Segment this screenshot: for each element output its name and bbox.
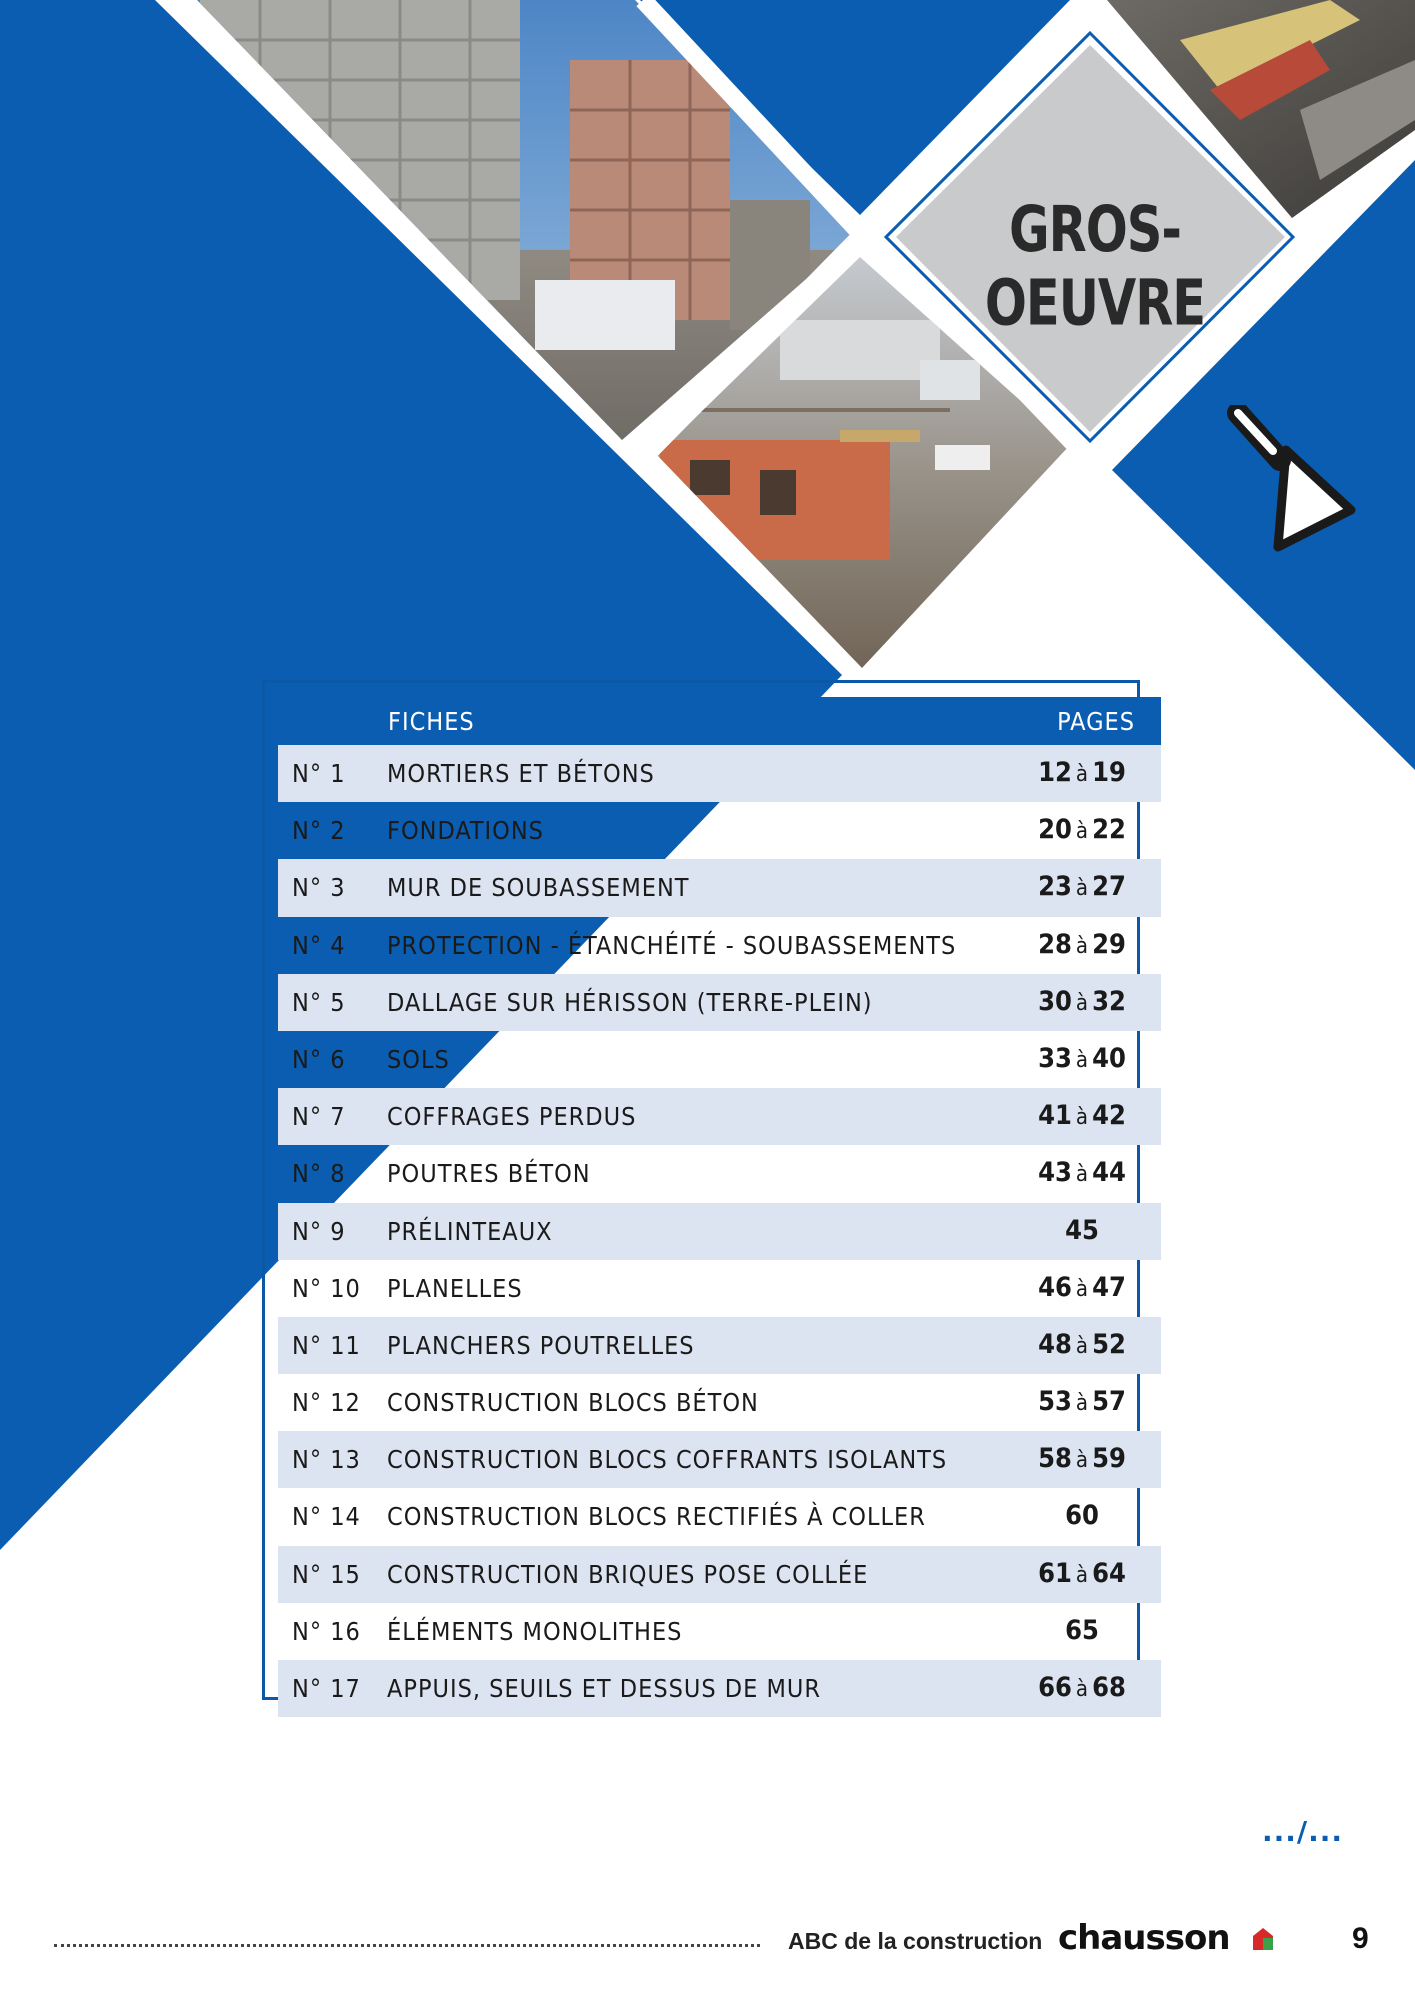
toc-row (278, 1660, 1161, 1717)
page-to: 42 (1092, 1100, 1126, 1132)
page-from: 46 (1038, 1271, 1072, 1303)
fiche-title: POUTRES BÉTON (387, 1159, 591, 1189)
page-range (1017, 757, 1147, 788)
page-range (1017, 1215, 1147, 1246)
fiche-title: PROTECTION - ÉTANCHÉITÉ - SOUBASSEMENTS (387, 930, 957, 960)
page-to: 29 (1092, 928, 1126, 960)
fiche-title: MUR DE SOUBASSEMENT (387, 873, 690, 903)
page-to: 22 (1092, 814, 1126, 846)
range-separator: à (1075, 762, 1089, 787)
fiche-title: CONSTRUCTION BLOCS BÉTON (387, 1388, 759, 1418)
page-range (1017, 1329, 1147, 1360)
column-header-fiches: FICHES (388, 707, 475, 736)
page-to: 57 (1092, 1386, 1126, 1418)
page-to: 19 (1092, 757, 1126, 788)
fiche-number: N° 2 (292, 816, 346, 846)
toc-row (278, 917, 1161, 974)
range-separator: à (1075, 1562, 1089, 1588)
page-range (1017, 1672, 1147, 1703)
fiche-title: CONSTRUCTION BLOCS RECTIFIÉS À COLLER (387, 1502, 926, 1532)
fiche-title: APPUIS, SEUILS ET DESSUS DE MUR (387, 1674, 821, 1703)
toc-row (278, 745, 1161, 802)
fiche-number: N° 9 (292, 1216, 346, 1246)
toc-row (278, 802, 1161, 859)
toc-header (278, 697, 1161, 745)
page-to: 40 (1092, 1042, 1126, 1074)
page-number: 9 (1352, 1922, 1369, 1955)
fiche-title: PLANELLES (387, 1273, 523, 1303)
range-separator: à (1075, 933, 1089, 959)
toc-row (278, 1088, 1161, 1145)
fiche-title: ÉLÉMENTS MONOLITHES (387, 1616, 683, 1646)
fiche-title: PRÉLINTEAUX (387, 1216, 553, 1246)
fiche-number: N° 11 (292, 1330, 361, 1360)
page-range (1017, 1386, 1147, 1417)
page-range (1017, 929, 1147, 960)
page-range (1017, 986, 1147, 1017)
page-from: 48 (1038, 1328, 1072, 1360)
page-to: 64 (1092, 1557, 1126, 1589)
toc-row (278, 1603, 1161, 1660)
fiche-title: DALLAGE SUR HÉRISSON (TERRE-PLEIN) (387, 987, 873, 1017)
page-range (1017, 871, 1147, 902)
page-single: 60 (1065, 1500, 1099, 1532)
page-from: 61 (1038, 1557, 1072, 1589)
page-to: 68 (1092, 1672, 1126, 1703)
fiche-title: PLANCHERS POUTRELLES (387, 1330, 695, 1360)
page-range (1017, 1500, 1147, 1531)
page-single: 45 (1065, 1214, 1099, 1246)
page-from: 30 (1038, 985, 1072, 1017)
toc-rows (278, 745, 1161, 1717)
range-separator: à (1075, 819, 1089, 845)
range-separator: à (1075, 1047, 1089, 1073)
range-separator: à (1075, 1391, 1089, 1417)
brand-logo: chausson (1058, 1918, 1230, 1958)
section-title: GROS-OEUVRE (984, 192, 1206, 340)
toc-row (278, 1546, 1161, 1603)
range-separator: à (1075, 990, 1089, 1016)
page-to: 32 (1092, 985, 1126, 1017)
fiche-number: N° 7 (292, 1102, 346, 1132)
range-separator: à (1075, 876, 1089, 902)
page-range (1017, 1443, 1147, 1474)
fiche-number: N° 6 (292, 1044, 346, 1074)
toc-row (278, 1203, 1161, 1260)
page-from: 41 (1038, 1100, 1072, 1132)
page-from: 12 (1038, 757, 1072, 788)
fiche-number: N° 5 (292, 987, 346, 1017)
range-separator: à (1075, 1677, 1089, 1702)
fiche-title: FONDATIONS (387, 816, 544, 846)
page-to: 27 (1092, 871, 1126, 903)
page-range (1017, 1615, 1147, 1646)
fiche-number: N° 16 (292, 1616, 361, 1646)
fiche-number: N° 3 (292, 873, 346, 903)
range-separator: à (1075, 1448, 1089, 1474)
page-from: 20 (1038, 814, 1072, 846)
toc-row (278, 1260, 1161, 1317)
continued-mark: .../... (1262, 1815, 1344, 1848)
toc-row (278, 1145, 1161, 1202)
page-from: 58 (1038, 1443, 1072, 1475)
range-separator: à (1075, 1105, 1089, 1131)
fiche-title: SOLS (387, 1044, 450, 1074)
range-separator: à (1075, 1333, 1089, 1359)
fiche-title: CONSTRUCTION BLOCS COFFRANTS ISOLANTS (387, 1445, 948, 1475)
page-from: 33 (1038, 1042, 1072, 1074)
fiche-title: COFFRAGES PERDUS (387, 1102, 637, 1132)
toc-row (278, 1374, 1161, 1431)
page-from: 43 (1038, 1157, 1072, 1189)
page-single: 65 (1065, 1614, 1099, 1646)
fiche-number: N° 15 (292, 1559, 361, 1589)
fiche-number: N° 13 (292, 1445, 361, 1475)
toc-row (278, 1431, 1161, 1488)
toc-row (278, 974, 1161, 1031)
range-separator: à (1075, 1162, 1089, 1188)
fiche-number: N° 4 (292, 930, 346, 960)
toc-row (278, 1488, 1161, 1545)
page-range (1017, 814, 1147, 845)
fiche-number: N° 17 (292, 1674, 361, 1703)
page-range (1017, 1157, 1147, 1188)
toc-table (278, 697, 1161, 1717)
page-to: 52 (1092, 1328, 1126, 1360)
trowel-icon (1218, 405, 1368, 555)
page-from: 28 (1038, 928, 1072, 960)
page-from: 53 (1038, 1386, 1072, 1418)
page-range (1017, 1043, 1147, 1074)
fiche-number: N° 8 (292, 1159, 346, 1189)
toc-row (278, 1317, 1161, 1374)
column-header-pages: PAGES (1057, 707, 1135, 736)
page-from: 23 (1038, 871, 1072, 903)
fiche-title: CONSTRUCTION BRIQUES POSE COLLÉE (387, 1559, 869, 1589)
page-to: 59 (1092, 1443, 1126, 1475)
fiche-number: N° 1 (292, 759, 346, 788)
footer-publication: ABC de la construction (788, 1928, 1043, 1954)
page-range (1017, 1272, 1147, 1303)
page-range (1017, 1100, 1147, 1131)
page-to: 44 (1092, 1157, 1126, 1189)
fiche-number: N° 10 (292, 1273, 361, 1303)
fiche-number: N° 12 (292, 1388, 361, 1418)
page-to: 47 (1092, 1271, 1126, 1303)
fiche-number: N° 14 (292, 1502, 361, 1532)
brand-logo-mark (1253, 1928, 1273, 1950)
toc-row (278, 1031, 1161, 1088)
toc-row (278, 859, 1161, 916)
page-from: 66 (1038, 1672, 1072, 1703)
fiche-title: MORTIERS ET BÉTONS (387, 759, 655, 788)
footer-dotted-rule (54, 1944, 760, 1947)
range-separator: à (1075, 1276, 1089, 1302)
page-range (1017, 1558, 1147, 1589)
